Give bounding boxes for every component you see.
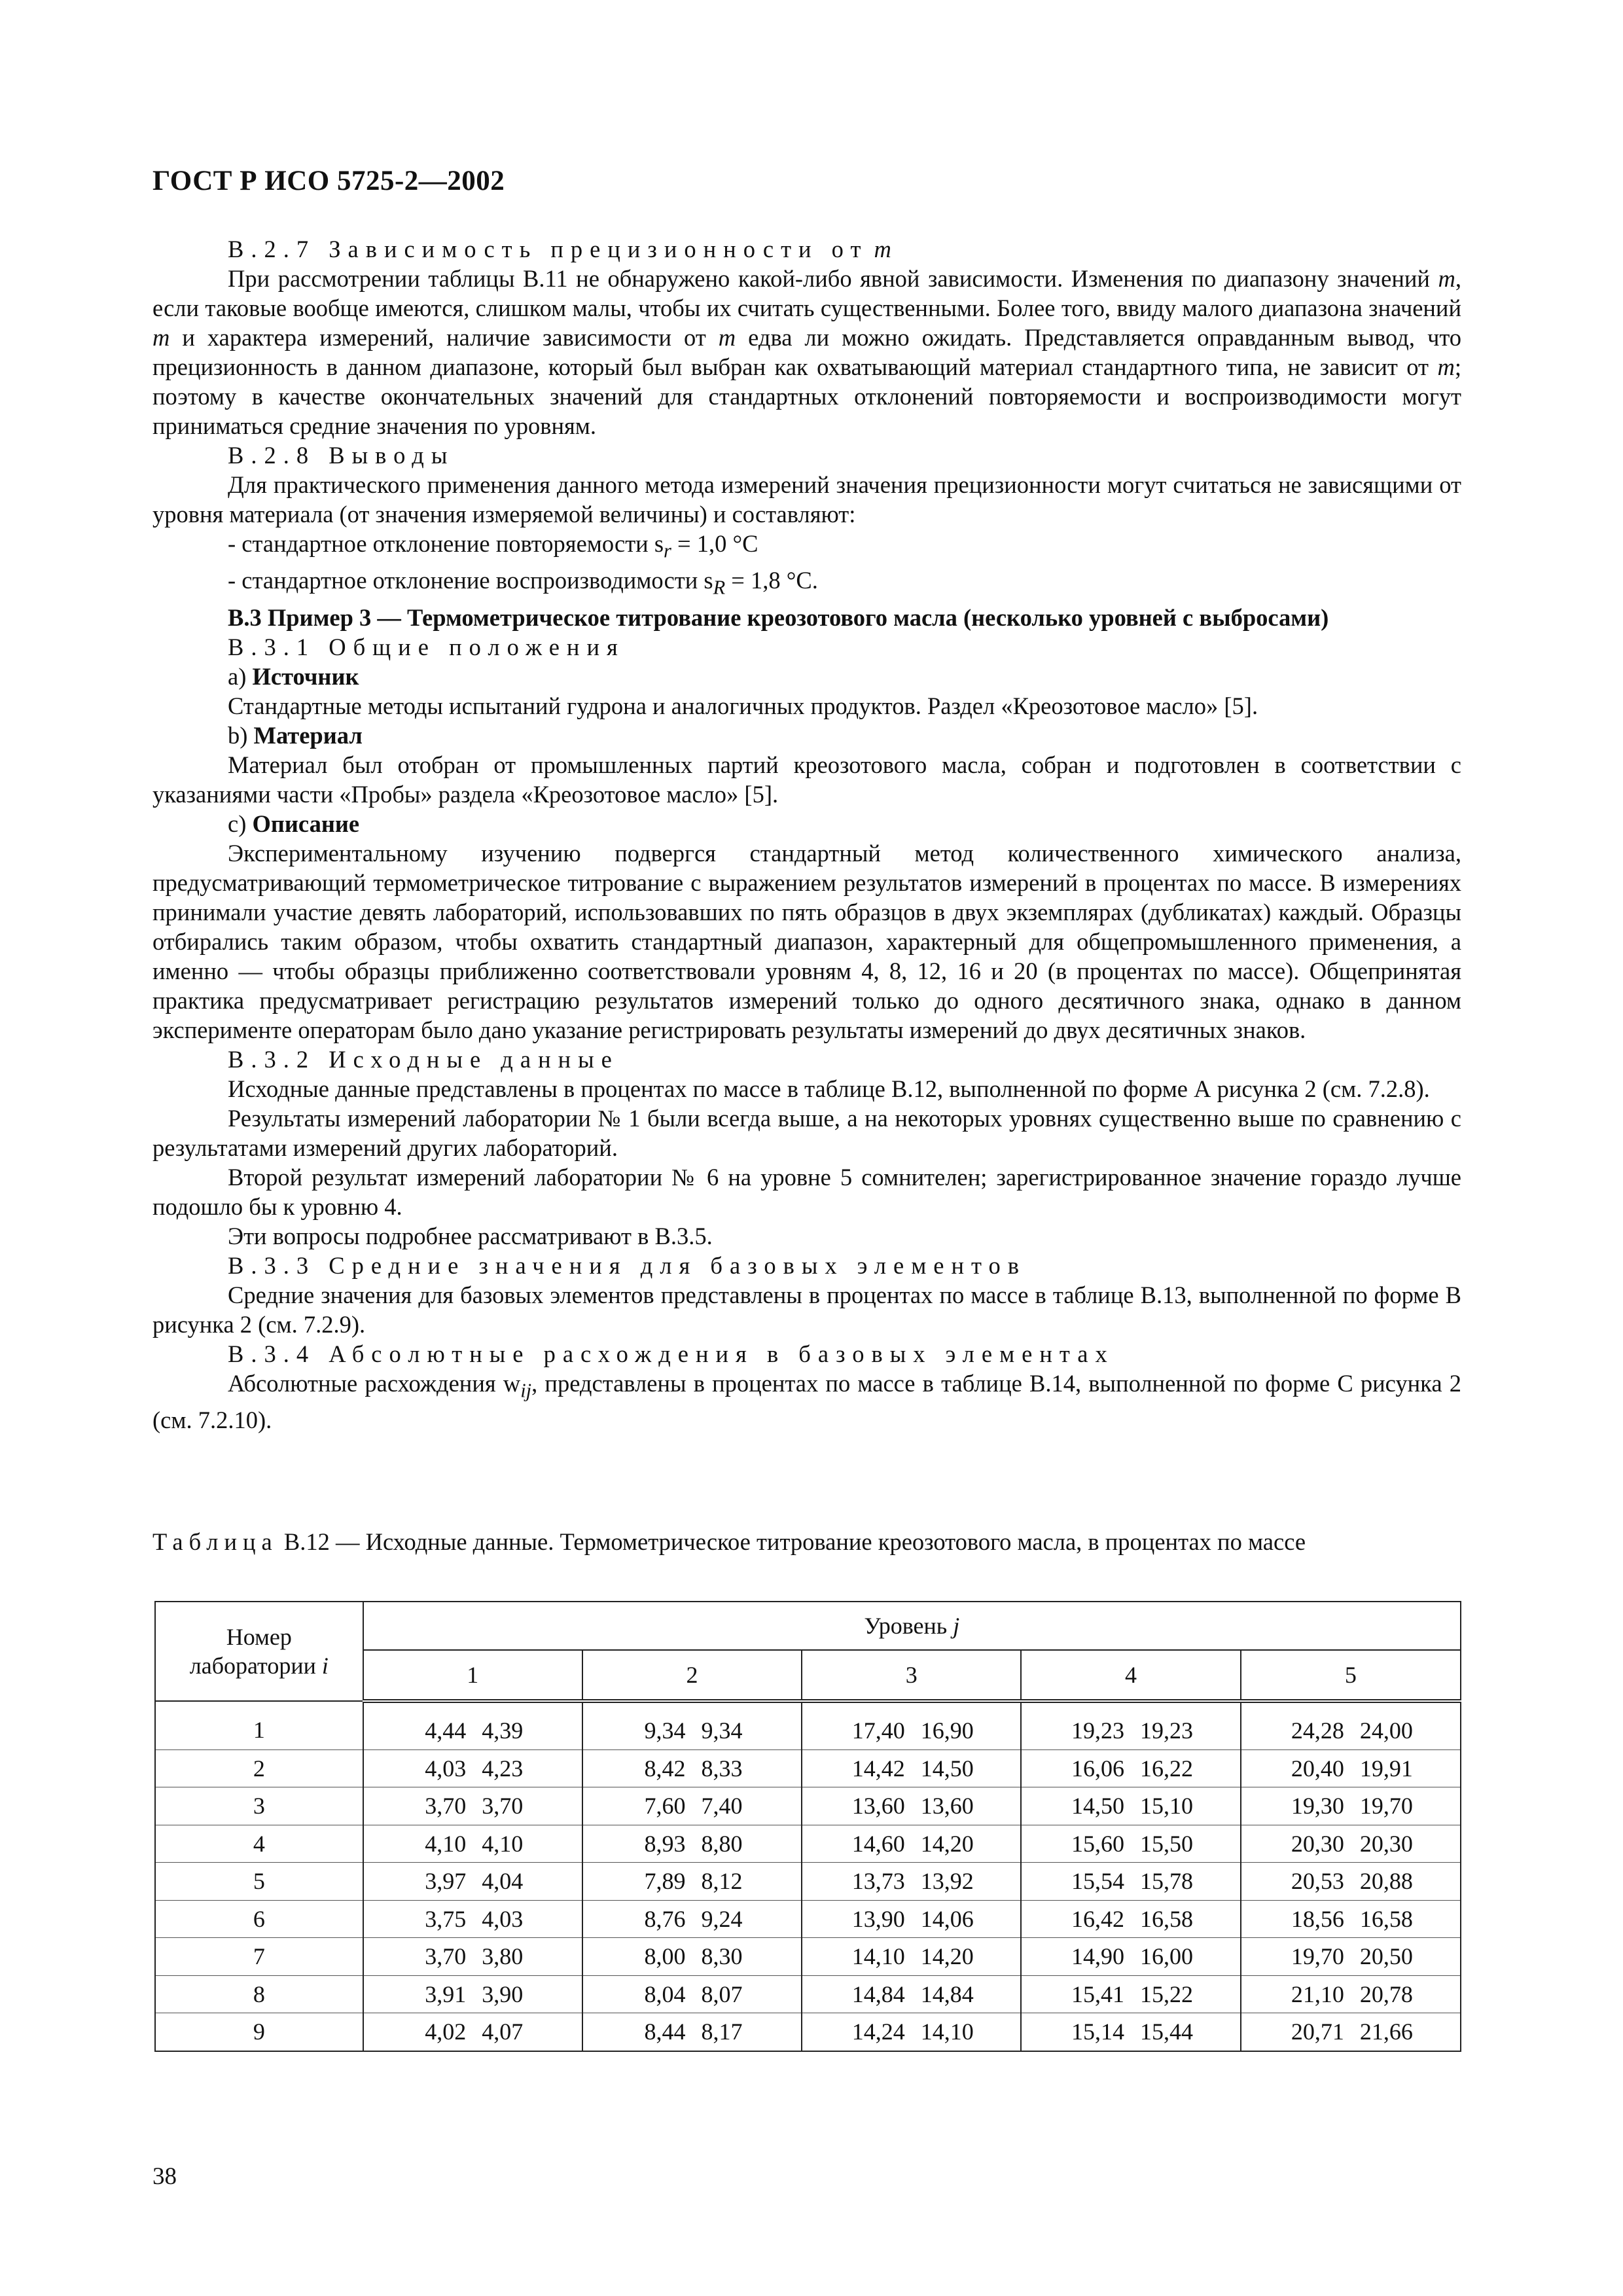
- table-row: [155, 1938, 1461, 1976]
- second-result: 13,60: [920, 1793, 974, 1820]
- second-result: 8,30: [701, 1943, 743, 1970]
- second-result: 9,24: [701, 1905, 743, 1932]
- lab-number-cell: 6: [155, 1900, 363, 1938]
- value-cell: [1021, 1863, 1240, 1901]
- second-result: 4,03: [482, 1905, 524, 1932]
- value-cell: [582, 1749, 802, 1787]
- value-cell: [1241, 1938, 1461, 1976]
- value-cell: [582, 1975, 802, 2013]
- value-cell: [582, 1900, 802, 1938]
- page-number: 38: [152, 2163, 177, 2190]
- section-b34-title: В.3.4 Абсолютные расхождения в базовых элементах: [228, 1340, 1115, 1367]
- header-lab-number: Номер лаборатории i: [155, 1602, 363, 1701]
- value-cell: [1241, 1975, 1461, 2013]
- second-result: 14,20: [920, 1830, 974, 1857]
- second-result: 20,88: [1359, 1868, 1413, 1895]
- value-cell: [363, 1938, 582, 1976]
- value-cell: [363, 1975, 582, 2013]
- second-result: 16,22: [1140, 1755, 1194, 1782]
- value-cell: [1021, 2013, 1240, 2051]
- first-result: 8,00: [644, 1943, 686, 1970]
- value-cell: [363, 1900, 582, 1938]
- second-result: 13,92: [920, 1868, 974, 1895]
- first-result: 20,30: [1291, 1830, 1344, 1857]
- section-b32-title: В.3.2 Исходные данные: [228, 1045, 619, 1073]
- value-cell: [582, 1787, 802, 1825]
- second-result: 15,78: [1140, 1868, 1194, 1895]
- value-cell: [363, 1749, 582, 1787]
- second-result: 15,50: [1140, 1830, 1194, 1857]
- second-result: 15,44: [1140, 2018, 1194, 2045]
- first-result: 17,40: [851, 1717, 905, 1744]
- value-cell: [802, 1900, 1021, 1938]
- section-b27-title: В.2.7 Зависимость прецизионности от m: [228, 236, 891, 262]
- second-result: 16,00: [1140, 1943, 1194, 1970]
- second-result: 14,50: [920, 1755, 974, 1782]
- first-result: 13,60: [851, 1793, 905, 1820]
- first-result: 3,97: [425, 1868, 467, 1895]
- first-result: 20,71: [1291, 2018, 1344, 2045]
- table-body: [155, 1701, 1461, 2051]
- first-result: 15,41: [1071, 1981, 1125, 2007]
- lab-number-cell: 4: [155, 1825, 363, 1863]
- first-result: 3,70: [425, 1943, 467, 1970]
- first-result: 8,76: [644, 1905, 686, 1932]
- value-cell: [582, 2013, 802, 2051]
- section-b31-title: В.3.1 Общие положения: [228, 633, 625, 660]
- second-result: 4,10: [482, 1830, 524, 1857]
- first-result: 8,93: [644, 1830, 686, 1857]
- item-c-text: Экспериментальному изучению подвергся стандартный метод количественного химического анализа, предусматривающий термометрическое титрование с выражением результатов измерений в процентах по массе. В измерениях принимали участие девять лабораторий, использовавших по пять образцов в двух экземплярах (дубликатах) каждый. Образцы отбирались таким образом, чтобы охватить стандартный диапазон, характерный для общепромышленного применения, а именно — чтобы образцы приближенно соответствовали уровням 4, 8, 12, 16 и 20 (в процентах по массе). Общепринятая практика предусматривает регистрацию результатов измерений только до одного десятичного знака, однако в данном эксперименте операторам было дано указание регистрировать результаты измерений до двух десятичных знаков.: [152, 839, 1461, 1043]
- second-result: 21,66: [1359, 2018, 1413, 2045]
- section-b34-paragraph: Абсолютные расхождения $w_{ij}$, представлены в процентах по массе в таблице В.14, выполненной по форме С рисунка 2 (см. 7.2.10).: [152, 1369, 1461, 1433]
- first-result: 9,34: [644, 1717, 686, 1744]
- value-cell: [363, 1787, 582, 1825]
- second-result: 14,06: [920, 1905, 974, 1932]
- second-result: 19,70: [1359, 1793, 1413, 1820]
- header-level-4: 4: [1021, 1650, 1240, 1701]
- value-cell: [1241, 2013, 1461, 2051]
- second-result: 9,34: [701, 1717, 743, 1744]
- section-b32-paragraph-2: Результаты измерений лаборатории № 1 были всегда выше, а на некоторых уровнях существенно выше по сравнению с результатами измерений других лабораторий.: [152, 1104, 1461, 1161]
- table-caption: Таблица В.12 — Исходные данные. Термометрическое титрование креозотового масла, в процентах по массе: [152, 1528, 1306, 1555]
- table-row: [155, 1825, 1461, 1863]
- second-result: 20,50: [1359, 1943, 1413, 1970]
- first-result: 3,70: [425, 1793, 467, 1820]
- first-result: 19,23: [1071, 1717, 1125, 1744]
- header-level: Уровень j: [363, 1602, 1461, 1650]
- second-result: 16,58: [1359, 1905, 1413, 1932]
- value-cell: [802, 1787, 1021, 1825]
- first-result: 7,60: [644, 1793, 686, 1820]
- first-result: 13,90: [851, 1905, 905, 1932]
- first-result: 8,04: [644, 1981, 686, 2007]
- body-text: [152, 234, 1461, 1435]
- value-cell: [1021, 1749, 1240, 1787]
- first-result: 16,42: [1071, 1905, 1125, 1932]
- first-result: 19,30: [1291, 1793, 1344, 1820]
- first-result: 4,03: [425, 1755, 467, 1782]
- second-result: 8,12: [701, 1868, 743, 1895]
- second-result: 14,84: [920, 1981, 974, 2007]
- second-result: 24,00: [1359, 1717, 1413, 1744]
- second-result: 19,91: [1359, 1755, 1413, 1782]
- first-result: 14,10: [851, 1943, 905, 1970]
- item-a-heading: a) Источник: [228, 662, 359, 690]
- header-level-5: 5: [1241, 1650, 1461, 1701]
- value-cell: [1241, 1863, 1461, 1901]
- second-result: 8,07: [701, 1981, 743, 2007]
- lab-number-cell: 3: [155, 1787, 363, 1825]
- second-result: 3,70: [482, 1793, 524, 1820]
- second-result: 8,17: [701, 2018, 743, 2045]
- section-b28-item-repeatability: - стандартное отклонение повторяемости $s_r = 1,0$ °C: [228, 530, 758, 562]
- value-cell: [1241, 1900, 1461, 1938]
- section-b3-title: В.3 Пример 3 — Термометрическое титрование креозотового масла (несколько уровней с выбросами): [228, 603, 1329, 631]
- lab-number-cell: 9: [155, 2013, 363, 2051]
- second-result: 8,80: [701, 1830, 743, 1857]
- first-result: 14,60: [851, 1830, 905, 1857]
- section-b28-item-reproducibility: - стандартное отклонение воспроизводимости $s_R = 1,8$ °C.: [228, 567, 818, 599]
- value-cell: [802, 1863, 1021, 1901]
- first-result: 14,90: [1071, 1943, 1125, 1970]
- second-result: 4,04: [482, 1868, 524, 1895]
- first-result: 16,06: [1071, 1755, 1125, 1782]
- value-cell: [363, 1863, 582, 1901]
- first-result: 8,44: [644, 2018, 686, 2045]
- value-cell: [802, 1938, 1021, 1976]
- table-row: [155, 1863, 1461, 1901]
- item-c-heading: c) Описание: [228, 810, 360, 837]
- second-result: 4,07: [482, 2018, 524, 2045]
- value-cell: [363, 1701, 582, 1749]
- second-result: 8,33: [701, 1755, 743, 1782]
- value-cell: [582, 1701, 802, 1749]
- value-cell: [582, 1863, 802, 1901]
- value-cell: [1021, 1701, 1240, 1749]
- second-result: 3,90: [482, 1981, 524, 2007]
- first-result: 3,75: [425, 1905, 467, 1932]
- second-result: 20,30: [1359, 1830, 1413, 1857]
- value-cell: [1241, 1749, 1461, 1787]
- first-result: 4,02: [425, 2018, 467, 2045]
- value-cell: [1021, 1825, 1240, 1863]
- table-row: [155, 2013, 1461, 2051]
- first-result: 4,44: [425, 1717, 467, 1744]
- second-result: 15,10: [1140, 1793, 1194, 1820]
- first-result: 19,70: [1291, 1943, 1344, 1970]
- section-b28-paragraph: Для практического применения данного метода измерений значения прецизионности могут считаться не зависящими от уровня материала (от значения измеряемой величины) и составляют:: [152, 471, 1461, 528]
- first-result: 14,24: [851, 2018, 905, 2045]
- table-row: [155, 1701, 1461, 1749]
- second-result: 14,10: [920, 2018, 974, 2045]
- first-result: 4,10: [425, 1830, 467, 1857]
- section-b32-paragraph-4: Эти вопросы подробнее рассматривают в В.3.5.: [228, 1222, 713, 1249]
- section-b28-title: В.2.8 Выводы: [228, 442, 455, 469]
- second-result: 20,78: [1359, 1981, 1413, 2007]
- value-cell: [1241, 1825, 1461, 1863]
- document-header: ГОСТ Р ИСО 5725-2—2002: [152, 166, 505, 196]
- item-b-text: Материал был отобран от промышленных партий креозотового масла, собран и подготовлен в соответствии с указаниями части «Пробы» раздела «Креозотовое масло» [5].: [152, 751, 1461, 808]
- value-cell: [1021, 1938, 1240, 1976]
- first-result: 8,42: [644, 1755, 686, 1782]
- first-result: 20,53: [1291, 1868, 1344, 1895]
- item-a-text: Стандартные методы испытаний гудрона и аналогичных продуктов. Раздел «Креозотовое масло» [5].: [228, 692, 1258, 719]
- first-result: 3,91: [425, 1981, 467, 2007]
- first-result: 20,40: [1291, 1755, 1344, 1782]
- first-result: 18,56: [1291, 1905, 1344, 1932]
- first-result: 13,73: [851, 1868, 905, 1895]
- first-result: 15,54: [1071, 1868, 1125, 1895]
- lab-number-cell: 2: [155, 1749, 363, 1787]
- value-cell: [1021, 1900, 1240, 1938]
- value-cell: [1021, 1975, 1240, 2013]
- second-result: 16,90: [920, 1717, 974, 1744]
- section-b32-paragraph-3: Второй результат измерений лаборатории № 6 на уровне 5 сомнителен; зарегистрированное значение гораздо лучше подошло бы к уровню 4.: [152, 1163, 1461, 1220]
- second-result: 4,39: [482, 1717, 524, 1744]
- value-cell: [363, 2013, 582, 2051]
- value-cell: [1021, 1787, 1240, 1825]
- table-row: [155, 1900, 1461, 1938]
- value-cell: [802, 2013, 1021, 2051]
- lab-number-cell: 5: [155, 1863, 363, 1901]
- second-result: 14,20: [920, 1943, 974, 1970]
- second-result: 19,23: [1140, 1717, 1194, 1744]
- value-cell: [802, 1975, 1021, 2013]
- table-row: [155, 1975, 1461, 2013]
- value-cell: [802, 1825, 1021, 1863]
- value-cell: [582, 1938, 802, 1976]
- second-result: 7,40: [701, 1793, 743, 1820]
- section-b32-paragraph-1: Исходные данные представлены в процентах по массе в таблице В.12, выполненной по форме А рисунка 2 (см. 7.2.8).: [228, 1075, 1430, 1102]
- first-result: 15,60: [1071, 1830, 1125, 1857]
- first-result: 21,10: [1291, 1981, 1344, 2007]
- item-b-heading: b) Материал: [228, 721, 363, 749]
- first-result: 7,89: [644, 1868, 686, 1895]
- value-cell: [582, 1825, 802, 1863]
- first-result: 24,28: [1291, 1717, 1344, 1744]
- second-result: 4,23: [482, 1755, 524, 1782]
- lab-number-cell: 7: [155, 1938, 363, 1976]
- data-table: [154, 1601, 1461, 2052]
- first-result: 14,42: [851, 1755, 905, 1782]
- first-result: 15,14: [1071, 2018, 1125, 2045]
- table-row: [155, 1787, 1461, 1825]
- value-cell: [363, 1825, 582, 1863]
- second-result: 15,22: [1140, 1981, 1194, 2007]
- section-b33-paragraph: Средние значения для базовых элементов представлены в процентах по массе в таблице В.13, выполненной по форме В рисунка 2 (см. 7.2.9).: [152, 1281, 1461, 1338]
- header-level-1: 1: [363, 1650, 582, 1701]
- header-level-2: 2: [582, 1650, 802, 1701]
- value-cell: [1241, 1787, 1461, 1825]
- header-level-3: 3: [802, 1650, 1021, 1701]
- first-result: 14,84: [851, 1981, 905, 2007]
- second-result: 16,58: [1140, 1905, 1194, 1932]
- value-cell: [802, 1749, 1021, 1787]
- lab-number-cell: 1: [155, 1701, 363, 1749]
- value-cell: [1241, 1701, 1461, 1749]
- second-result: 3,80: [482, 1943, 524, 1970]
- first-result: 14,50: [1071, 1793, 1125, 1820]
- lab-number-cell: 8: [155, 1975, 363, 2013]
- section-b33-title: В.3.3 Средние значения для базовых элементов: [228, 1251, 1026, 1279]
- section-b27-paragraph: При рассмотрении таблицы В.11 не обнаружено какой-либо явной зависимости. Изменения по диапазону значений m, если таковые вообще имеются, слишком малы, чтобы их считать существенными. Более того, ввиду малого диапазона значений m и характера измерений, наличие зависимости от m едва ли можно ожидать. Представляется оправданным вывод, что прецизионность в данном диапазоне, который был выбран как охватывающий материал стандартного типа, не зависит от m; поэтому в качестве окончательных значений для стандартных отклонений повторяемости и воспроизводимости могут приниматься средние значения по уровням.: [152, 265, 1462, 439]
- table-row: [155, 1749, 1461, 1787]
- value-cell: [802, 1701, 1021, 1749]
